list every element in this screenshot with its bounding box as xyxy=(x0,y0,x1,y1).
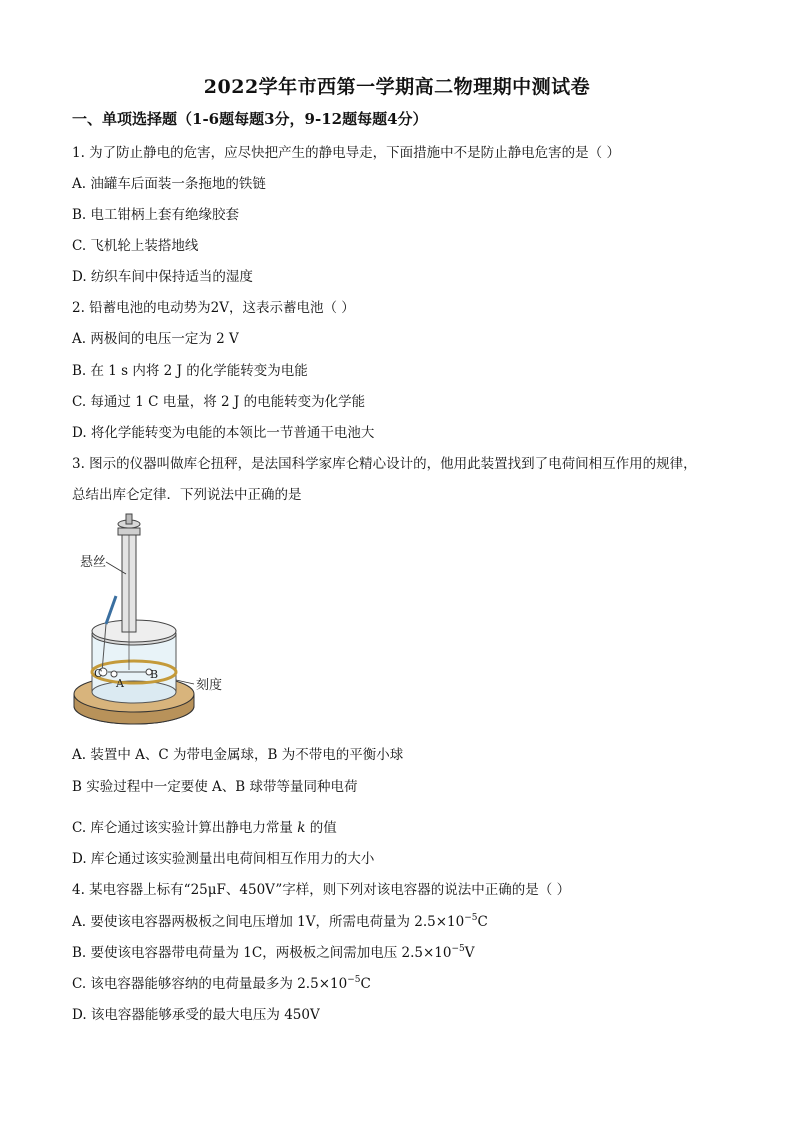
q4-stem: 4. 某电容器上标有“25μF、450V”字样，则下列对该电容器的说法中正确的是（ ） xyxy=(72,882,571,898)
label-ball-b: B xyxy=(150,668,159,681)
torsion-balance-illustration xyxy=(72,512,272,734)
q1-option-d: D. 纺织车间中保持适当的湿度 xyxy=(72,269,253,285)
q1-stem: 1. 为了防止静电的危害，应尽快把产生的静电导走，下面措施中不是防止静电危害的是（ ） xyxy=(72,145,620,161)
q4-option-a-unit: C xyxy=(477,914,488,930)
q3-stem-line1: 3. 图示的仪器叫做库仑扭秤，是法国科学家库仑精心设计的，他用此装置找到了电荷间相互作用的规律， xyxy=(72,456,697,472)
label-ball-c: C xyxy=(94,667,103,680)
page-title: 2022学年市西第一学期高二物理期中测试卷 xyxy=(203,76,591,98)
q4-option-d: D. 该电容器能够承受的最大电压为 450V xyxy=(72,1007,320,1023)
q3-option-c-text: C. 库仑通过该实验计算出静电力常量 xyxy=(72,820,298,836)
q4-option-c-exp: −5 xyxy=(347,975,361,985)
q4-option-c xyxy=(72,972,371,992)
q4-option-a-text: A. 要使该电容器两极板之间电压增加 1V，所需电荷量为 2.5×10 xyxy=(72,914,465,930)
q4-option-c-unit: C xyxy=(360,976,371,992)
label-ball-a: A xyxy=(116,677,124,690)
q2-option-b: B. 在 1 s 内将 2 J 的化学能转变为电能 xyxy=(72,363,308,379)
q3-stem-line2: 总结出库仑定律．下列说法中正确的是 xyxy=(72,487,302,503)
label-wire: 悬丝 xyxy=(80,555,107,570)
q4-option-c-text: C. 该电容器能够容纳的电荷量最多为 2.5×10 xyxy=(72,976,348,992)
q2-option-c: C. 每通过 1 C 电量，将 2 J 的电能转变为化学能 xyxy=(72,394,366,410)
q3-option-b: B 实验过程中一定要使 A、B 球带等量同种电荷 xyxy=(72,779,358,795)
q1-option-b: B. 电工钳柄上套有绝缘胶套 xyxy=(72,207,240,223)
q3-option-c-k: k xyxy=(297,820,306,836)
coulomb-torsion-balance-figure xyxy=(72,512,272,734)
q4-option-a xyxy=(72,910,488,930)
q3-option-d: D. 库仑通过该实验测量出电荷间相互作用力的大小 xyxy=(72,851,375,867)
q2-option-a: A. 两极间的电压一定为 2 V xyxy=(72,331,239,347)
q4-option-a-exp: −5 xyxy=(464,913,478,923)
q3-option-c-tail: 的值 xyxy=(305,820,337,836)
q4-option-b-exp: −5 xyxy=(451,944,465,954)
q2-option-d: D. 将化学能转变为电能的本领比一节普通干电池大 xyxy=(72,425,375,441)
q1-option-c: C. 飞机轮上装搭地线 xyxy=(72,238,199,254)
section-heading: 一、单项选择题（1-6题每题3分，9-12题每题4分） xyxy=(72,110,428,128)
q1-option-a: A. 油罐车后面装一条拖地的铁链 xyxy=(72,176,266,192)
q3-option-a: A. 装置中 A、C 为带电金属球，B 为不带电的平衡小球 xyxy=(72,747,404,763)
q2-stem: 2. 铅蓄电池的电动势为2V，这表示蓄电池（ ） xyxy=(72,300,355,316)
q4-option-b-text: B. 要使该电容器带电荷量为 1C，两极板之间需加电压 2.5×10 xyxy=(72,945,452,961)
q3-option-c xyxy=(72,816,337,836)
q4-option-b-unit: V xyxy=(464,945,475,961)
label-scale: 刻度 xyxy=(196,678,223,693)
q4-option-b xyxy=(72,941,475,961)
